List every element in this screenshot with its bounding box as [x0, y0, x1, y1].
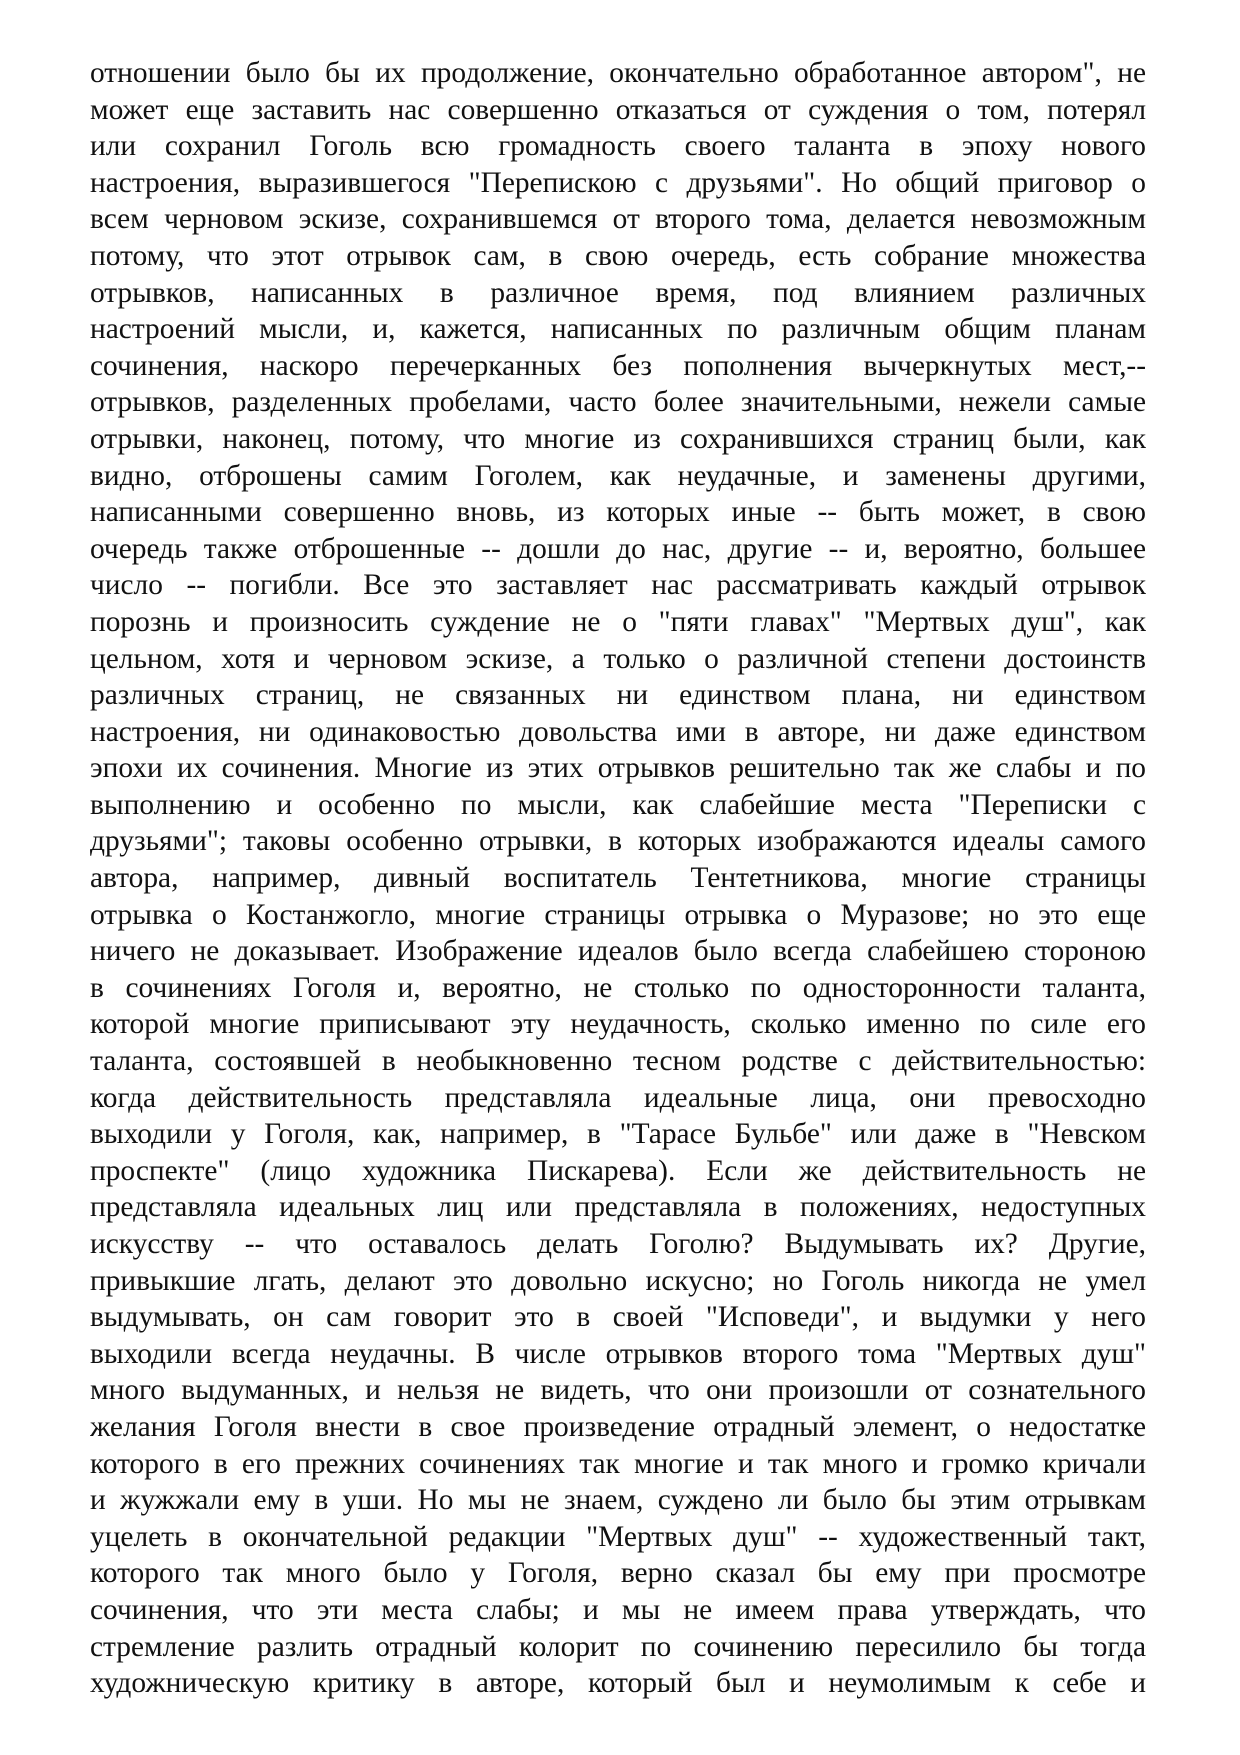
- text-line: представляла идеальных лиц или представляла в положениях, недоступных: [90, 1191, 1146, 1224]
- text-line: привыкшие лгать, делают это довольно искусно; но Гоголь никогда не умел: [90, 1264, 1146, 1297]
- text-line: выходили у Гоголя, как, например, в "Тарасе Бульбе" или даже в "Невском: [90, 1118, 1146, 1151]
- text-line: сочинения, что эти места слабы; и мы не имеем права утверждать, что: [90, 1593, 1146, 1626]
- text-line: ничего не доказывает. Изображение идеалов было всегда слабейшею стороною: [90, 935, 1146, 968]
- text-line: отрывков, разделенных пробелами, часто более значительными, нежели самые: [90, 386, 1146, 419]
- text-line: искусству -- что оставалось делать Гоголю? Выдумывать их? Другие,: [90, 1228, 1146, 1260]
- text-line: выдумывать, он сам говорит это в своей "Исповеди", и выдумки у него: [90, 1301, 1146, 1334]
- text-line: которого так много было у Гоголя, верно сказал бы ему при просмотре: [90, 1557, 1146, 1590]
- text-line: может еще заставить нас совершенно отказаться от суждения о том, потерял: [90, 93, 1146, 126]
- text-line: уцелеть в окончательной редакции "Мертвых душ" -- художественный такт,: [90, 1520, 1146, 1553]
- text-line: таланта, состоявшей в необыкновенно тесном родстве с действительностью:: [90, 1045, 1146, 1078]
- text-line: в сочинениях Гоголя и, вероятно, не столько по односторонности таланта,: [90, 971, 1146, 1004]
- text-line: или сохранил Гоголь всю громадность своего таланта в эпоху нового: [90, 130, 1146, 163]
- text-line: настроения, выразившегося "Перепискою с друзьями". Но общий приговор о: [90, 166, 1146, 199]
- text-line: настроения, ни одинаковостью довольства ими в авторе, ни даже единством: [90, 715, 1146, 748]
- text-line: отрывки, наконец, потому, что многие из сохранившихся страниц были, как: [90, 422, 1146, 455]
- text-line: число -- погибли. Все это заставляет нас рассматривать каждый отрывок: [90, 569, 1146, 602]
- text-line: цельном, хотя и черновом эскизе, а только о различной степени достоинств: [90, 642, 1146, 675]
- text-line: видно, отброшены самим Гоголем, как неудачные, и заменены другими,: [90, 459, 1146, 492]
- text-line: желания Гоголя внести в свое произведение отрадный элемент, о недостатке: [90, 1410, 1146, 1443]
- text-line: стремление разлить отрадный колорит по сочинению пересилило бы тогда: [90, 1630, 1146, 1663]
- text-line: автора, например, дивный воспитатель Тентетникова, многие страницы: [90, 862, 1146, 895]
- text-line: друзьями"; таковы особенно отрывки, в которых изображаются идеалы самого: [90, 825, 1146, 858]
- text-line: отрывка о Костанжогло, многие страницы отрывка о Муразове; но это еще: [90, 898, 1146, 931]
- text-line: много выдуманных, и нельзя не видеть, что они произошли от сознательного: [90, 1374, 1146, 1407]
- body-text: [90, 55, 1146, 1702]
- text-line: и жужжали ему в уши. Но мы не знаем, суждено ли было бы этим отрывкам: [90, 1484, 1146, 1517]
- text-line: когда действительность представляла идеальные лица, они превосходно: [90, 1081, 1146, 1114]
- text-line: сочинения, наскоро перечерканных без пополнения вычеркнутых мест,--: [90, 349, 1146, 382]
- text-line: отношении было бы их продолжение, окончательно обработанное автором", не: [90, 57, 1146, 89]
- text-line: эпохи их сочинения. Многие из этих отрывков решительно так же слабы и по: [90, 752, 1146, 785]
- text-line: которого в его прежних сочинениях так многие и так много и громко кричали: [90, 1447, 1146, 1480]
- text-line: выполнению и особенно по мысли, как слабейшие места "Переписки с: [90, 788, 1146, 821]
- text-line: отрывков, написанных в различное время, под влиянием различных: [90, 276, 1146, 309]
- text-line: порознь и произносить суждение не о "пяти главах" "Мертвых душ", как: [90, 605, 1146, 638]
- text-line: всем черновом эскизе, сохранившемся от второго тома, делается невозможным: [90, 203, 1146, 236]
- text-line: выходили всегда неудачны. В числе отрывков второго тома "Мертвых душ": [90, 1337, 1146, 1370]
- text-line: проспекте" (лицо художника Пискарева). Если же действительность не: [90, 1154, 1146, 1187]
- text-line: написанными совершенно вновь, из которых иные -- быть может, в свою: [90, 496, 1146, 529]
- text-line: настроений мысли, и, кажется, написанных по различным общим планам: [90, 313, 1146, 346]
- text-line: различных страниц, не связанных ни единством плана, ни единством: [90, 679, 1146, 712]
- text-line: которой многие приписывают эту неудачность, сколько именно по силе его: [90, 1008, 1146, 1041]
- text-line: очередь также отброшенные -- дошли до нас, другие -- и, вероятно, большее: [90, 532, 1146, 565]
- text-line: потому, что этот отрывок сам, в свою очередь, есть собрание множества: [90, 239, 1146, 272]
- text-line: художническую критику в авторе, который был и неумолимым к себе и: [90, 1667, 1146, 1700]
